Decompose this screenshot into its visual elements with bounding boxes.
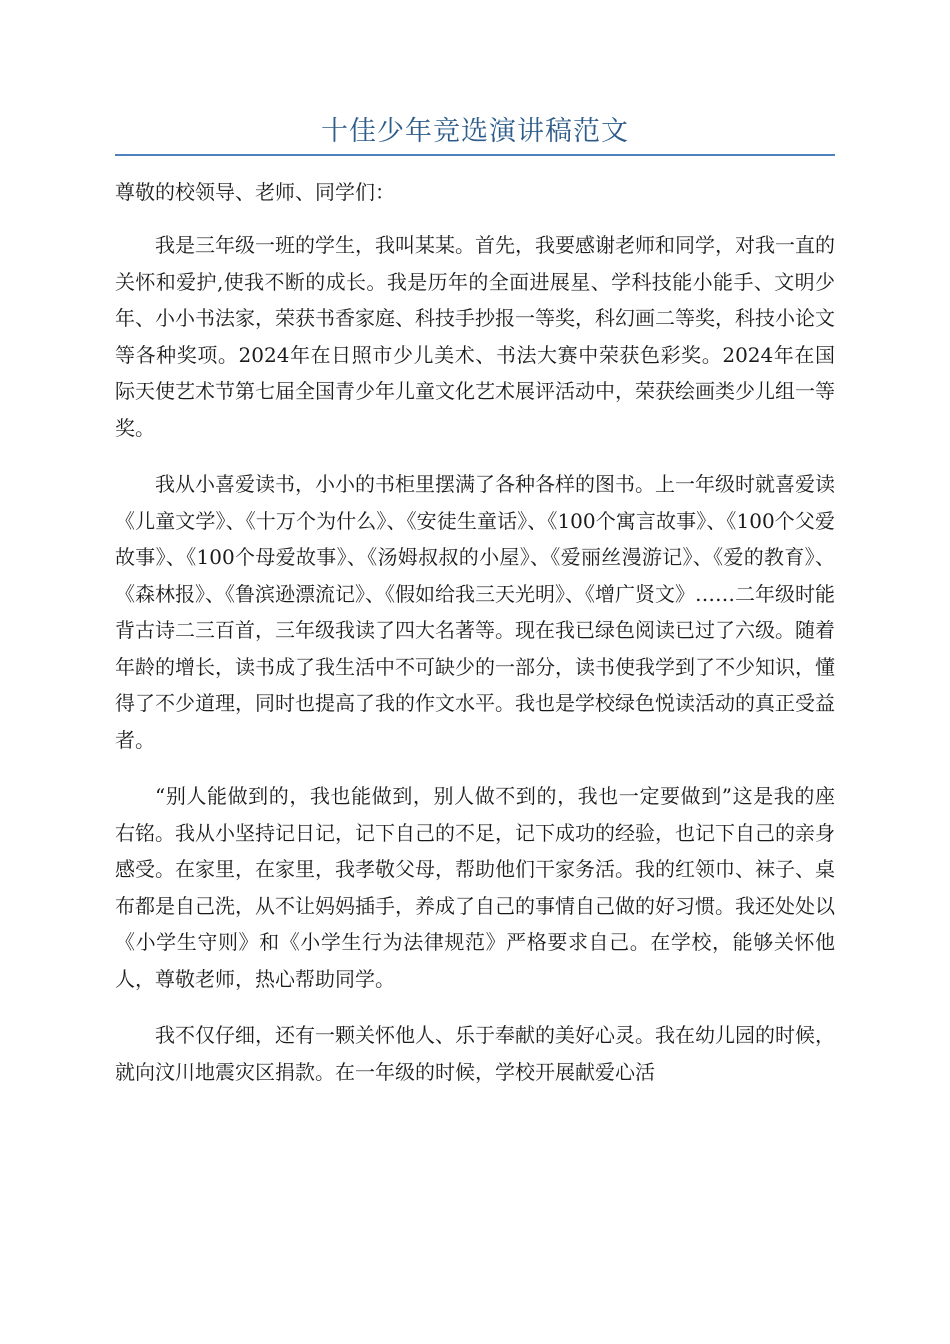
- paragraph-3: “别人能做到的，我也能做到，别人做不到的，我也一定要做到”这是我的座右铭。我从小坚持记日记，记下自己的不足，记下成功的经验，也记下自己的亲身感受。在家里，在家里，我孝敬父母，帮助他们干家务活。我的红领巾、袜子、桌布都是自己洗，从不让妈妈插手，养成了自己的事情自己做的好习惯。我还处处以《小学生守则》和《小学生行为法律规范》严格要求自己。在学校，能够关怀他人，尊敬老师，热心帮助同学。: [115, 784, 835, 991]
- paragraph-2: 我从小喜爱读书，小小的书柜里摆满了各种各样的图书。上一年级时就喜爱读《儿童文学》、《十万个为什么》、《安徒生童话》、《100个寓言故事》、《100个父爱故事》、《100个母爱故事》、《汤姆叔叔的小屋》、《爱丽丝漫游记》、《爱的教育》、《森林报》、《鲁滨逊漂流记》、《假如给我三天光明》、《增广贤文》……二年级时能背古诗二三百首，三年级我读了四大名著等。现在我已绿色阅读已过了六级。随着年龄的增长，读书成了我生活中不可缺少的一部分，读书使我学到了不少知识，懂得了不少道理，同时也提高了我的作文水平。我也是学校绿色悦读活动的真正受益者。: [115, 472, 835, 752]
- document-title: 十佳少年竞选演讲稿范文: [321, 116, 629, 147]
- document-body: [115, 174, 835, 1110]
- salutation: 尊敬的校领导、老师、同学们：: [115, 180, 395, 204]
- title-underline: [115, 154, 835, 156]
- paragraph-1: 我是三年级一班的学生，我叫某某。首先，我要感谢老师和同学，对我一直的关怀和爱护,使我不断的成长。我是历年的全面进展星、学科技能小能手、文明少年、小小书法家，荣获书香家庭、科技手抄报一等奖，科幻画二等奖，科技小论文等各种奖项。2024年在日照市少儿美术、书法大赛中荣获色彩奖。2024年在国际天使艺术节第七届全国青少年儿童文化艺术展评活动中，荣获绘画类少儿组一等奖。: [115, 233, 835, 440]
- paragraph-4: 我不仅仔细，还有一颗关怀他人、乐于奉献的美好心灵。我在幼儿园的时候，就向汶川地震灾区捐款。在一年级的时候，学校开展献爱心活: [115, 1023, 835, 1084]
